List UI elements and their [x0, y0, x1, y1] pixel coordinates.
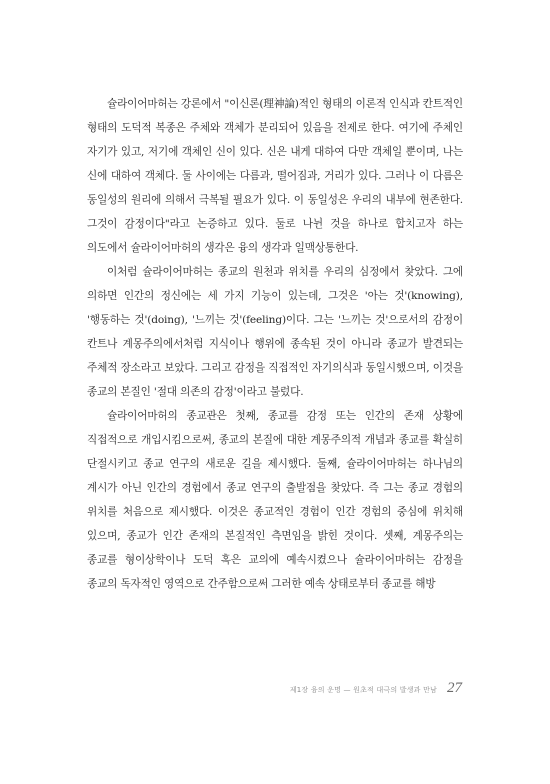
paragraph-1: 슐라이어마허는 강론에서 "이신론(理神論)적인 형태의 이론적 인식과 칸트적인 형태의 도덕적 복종은 주체와 객체가 분리되어 있음을 전제로 한다. 여기에 주체인 자기가 있고, 저기에 객체인 신이 있다. 신은 내게 대하여 다만 객체일 뿐이며, 나는 신에 대하여 객체다. 둘 사이에는 다름과, 떨어짐과, 거리가 있다. 그러나 이 다름은 동일성의 원리에 의해서 극복될 필요가 있다. 이 동일성은 우리의 내부에 현존한다. 그것이 감정이다"라고 논증하고 있다. 둘로 나뉜 것을 하나로 합치고자 하는 의도에서 슐라이어마허의 생각은 융의 생각과 일맥상통한다. [87, 98, 463, 254]
paragraph-2: 이처럼 슐라이어마허는 종교의 원천과 위치를 우리의 심정에서 찾았다. 그에 의하면 인간의 정신에는 세 가지 기능이 있는데, 그것은 '아는 것'(knowing), '행동하는 것'(doing), '느끼는 것'(feeling)이다. 그는 '느끼는 것'으로서의 감정이 칸트나 계몽주의에서처럼 지식이나 행위에 종속된 것이 아니라 종교가 발견되는 주체적 장소라고 보았다. 그리고 감정을 직접적인 자기의식과 동일시했으며, 이것을 종교의 본질인 '절대 의존의 감정'이라고 불렀다. [87, 266, 463, 398]
running-title: 제1장 융의 운명 — 원초적 대극의 발생과 만남 [289, 686, 437, 694]
body-text [87, 92, 463, 596]
page-footer [290, 680, 462, 697]
paragraph-3: 슐라이어마허의 종교관은 첫째, 종교를 감정 또는 인간의 존재 상황에 직접적으로 개입시킴으로써, 종교의 본질에 대한 계몽주의적 개념과 종교를 확실히 단절시키고 종교 연구의 새로운 길을 제시했다. 둘째, 슐라이어마허는 하나님의 계시가 아닌 인간의 경험에서 종교 연구의 출발점을 찾았다. 즉 그는 종교 경험의 위치를 처음으로 제시했다. 이것은 종교적인 경험이 인간 경험의 중심에 위치해 있으며, 종교가 인간 존재의 본질적인 측면임을 밝힌 것이다. 셋째, 계몽주의는 종교를 형이상학이나 도덕 혹은 교의에 예속시켰으나 슐라이어마허는 감정을 종교의 독자적인 영역으로 간주함으로써 그러한 예속 상태로부터 종교를 해방 [87, 410, 463, 590]
page-number: 27 [447, 680, 462, 696]
